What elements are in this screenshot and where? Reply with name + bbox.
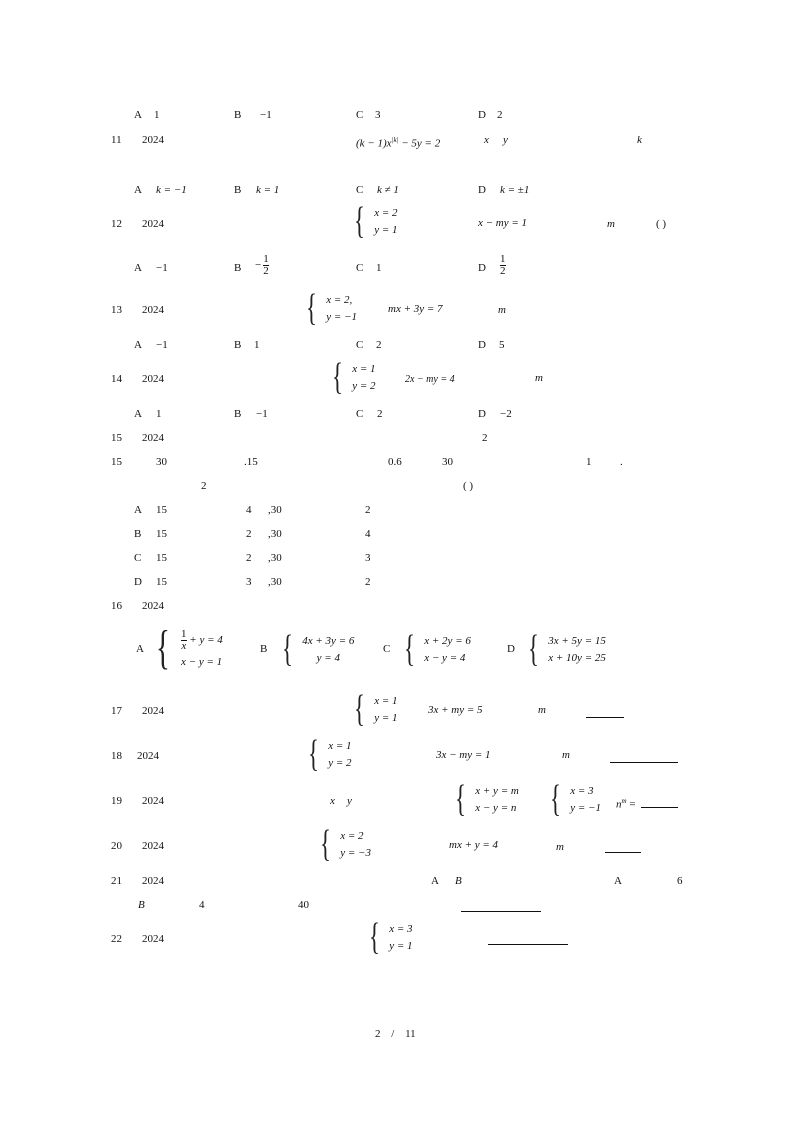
q11-opt-c: k ≠ 1 [377,184,399,196]
q11-opt-b-label: B [234,184,242,196]
q14-system [332,356,376,398]
q11-opt-b: k = 1 [256,184,280,196]
q14-opt-d-label: D [478,408,486,420]
q10-opt-c-label: C [356,109,364,121]
q12-equation: x − my = 1 [478,217,528,229]
q19-number: 19 [111,795,122,807]
q18-answer-blank[interactable] [610,761,678,763]
q15-count: 2 [482,432,488,444]
q15-number: 15 [111,432,122,444]
q16-opt-d-line2: x + 10y = 25 [548,651,606,664]
q21-line2-b: B [138,899,145,911]
q11-opt-c-label: C [356,184,364,196]
q15-opt-d-label: D [134,576,142,588]
q21-number: 21 [111,875,122,887]
q16-opt-c-line1: x + 2y = 6 [424,634,471,647]
q20-number: 20 [111,840,122,852]
q13-opt-a-label: A [134,339,142,351]
q12-opt-d-label: D [478,262,486,274]
q17-year: 2024 [142,705,164,717]
q19-system-2 [550,778,601,820]
q15-opt-b-2: 2 [246,528,252,540]
q20-sys-line1: x = 2 [340,829,364,842]
q20-sys-line2: y = −3 [340,846,371,859]
brace: { [528,628,539,670]
q15-opt-c-4: 3 [365,552,371,564]
q14-equation: 2x − my = 4 [405,374,455,385]
brace: { [404,628,415,670]
brace: { [369,916,380,958]
q22-sys-line1: x = 3 [389,922,413,935]
q16-opt-c-line2: x − y = 4 [424,651,466,664]
q18-system [308,733,352,775]
q12-number: 12 [111,218,122,230]
q10-opt-d: 2 [497,109,503,121]
q15-line3-a: 2 [201,480,207,492]
q15-opt-a-3: ,30 [268,504,282,516]
q14-opt-d: −2 [500,408,512,420]
q17-sys-line2: y = 1 [374,711,398,724]
q17-target: m [538,704,546,716]
q15-answer-paren: ( ) [463,480,474,492]
q16-number: 16 [111,600,122,612]
q15-opt-c-3: ,30 [268,552,282,564]
q14-target: m [535,372,543,384]
q21-year: 2024 [142,875,164,887]
q15-opt-a-label: A [134,504,142,516]
q14-opt-c-label: C [356,408,364,420]
q16-opt-d-label: D [507,643,515,655]
q14-number: 14 [111,373,122,385]
q12-target: m [607,218,615,230]
q19-answer-blank[interactable] [641,806,678,808]
brace: { [156,621,170,674]
q16-opt-c-label: C [383,643,391,655]
q20-year: 2024 [142,840,164,852]
q12-opt-b-label: B [234,262,242,274]
q20-system [320,823,371,865]
q11-equation: $(k - 1)x^{|k|} - 5y = 2$ [356,136,441,150]
q11-opt-a: k = −1 [156,184,187,196]
q16-opt-b-label: B [260,643,268,655]
q18-number: 18 [111,750,122,762]
q14-opt-a: 1 [156,408,162,420]
q14-sys-line2: y = 2 [352,379,376,392]
q12-system [354,200,398,242]
page-current: 2 [375,1028,381,1040]
q15-line2-c: .15 [244,456,258,468]
q14-year: 2024 [142,373,164,385]
q15-opt-d-2: 3 [246,576,252,588]
q16-opt-a-label: A [136,643,144,655]
q20-target: m [556,841,564,853]
q16-opt-b-system [282,628,355,670]
q15-line2-d: 0.6 [388,456,402,468]
q12-year: 2024 [142,218,164,230]
q19-sys1-line1: x + y = m [475,784,519,797]
q15-opt-b-1: 15 [156,528,167,540]
q12-opt-c: 1 [376,262,382,274]
q16-opt-a-line2: x − y = 1 [181,655,223,668]
q15-opt-a-2: 4 [246,504,252,516]
brace: { [320,823,331,865]
q13-opt-b: 1 [254,339,260,351]
q17-equation: 3x + my = 5 [428,704,483,716]
q16-opt-a-line1: $\frac{1}{x}$ + y = 4 [181,627,223,652]
q10-opt-b-label: B [234,109,242,121]
q15-opt-c-1: 15 [156,552,167,564]
q15-line2-b: 30 [156,456,167,468]
q14-opt-b-label: B [234,408,242,420]
q21-line2-40: 40 [298,899,309,911]
q19-var-x: x [330,795,335,807]
q15-opt-a-4: 2 [365,504,371,516]
q17-system [354,688,398,730]
q11-number: 11 [111,134,122,146]
q17-number: 17 [111,705,122,717]
q12-opt-b: − $\frac{1}{2}$ [255,253,269,277]
q19-expression: $n^m$ = [616,797,636,811]
q16-opt-b-line2: y = 4 [316,651,340,664]
q13-equation: mx + 3y = 7 [388,303,443,315]
q10-opt-a-label: A [134,109,142,121]
q15-line2-e: 30 [442,456,453,468]
q21-a2: A [614,875,622,887]
page-separator: / [391,1028,395,1040]
q16-opt-c-system [404,628,471,670]
q15-opt-b-label: B [134,528,142,540]
q19-sys1-line2: x − y = n [475,801,517,814]
q15-opt-b-4: 4 [365,528,371,540]
q15-opt-d-3: ,30 [268,576,282,588]
q21-n6: 6 [677,875,683,887]
q22-number: 22 [111,933,122,945]
q10-opt-d-label: D [478,109,486,121]
q13-target: m [498,304,506,316]
q13-year: 2024 [142,304,164,316]
q11-opt-a-label: A [134,184,142,196]
q13-opt-a: −1 [156,339,168,351]
q15-line2-f: 1 [586,456,592,468]
q22-system [369,916,413,958]
q18-year: 2024 [137,750,159,762]
q10-opt-b: −1 [260,109,272,121]
q13-number: 13 [111,304,122,316]
q18-sys-line1: x = 1 [328,739,352,752]
q14-opt-b: −1 [256,408,268,420]
q15-year: 2024 [142,432,164,444]
q13-opt-c-label: C [356,339,364,351]
q13-sys-line1: x = 2, [326,293,353,306]
brace: { [308,733,319,775]
q19-sys2-line1: x = 3 [570,784,594,797]
q12-sys-line1: x = 2 [374,206,398,219]
q15-opt-d-4: 2 [365,576,371,588]
q22-sys-line2: y = 1 [389,939,413,952]
q13-sys-line2: y = −1 [326,310,357,323]
q13-system [306,287,357,329]
q15-opt-c-label: C [134,552,142,564]
q15-opt-b-3: ,30 [268,528,282,540]
q21-b: B [455,875,462,887]
brace: { [354,688,365,730]
q15-opt-a-1: 15 [156,504,167,516]
q18-target: m [562,749,570,761]
q11-opt-d-label: D [478,184,486,196]
brace: { [306,287,317,329]
q10-opt-c: 3 [375,109,381,121]
q12-opt-d: $\frac{1}{2}$ [500,253,506,277]
q19-year: 2024 [142,795,164,807]
q12-opt-a: −1 [156,262,168,274]
q16-opt-d-system [528,628,606,670]
brace: { [282,628,293,670]
q16-opt-b-line1: 4x + 3y = 6 [302,634,355,647]
q14-opt-a-label: A [134,408,142,420]
q20-equation: mx + y = 4 [449,839,499,851]
q21-answer-blank[interactable] [461,910,541,912]
q15-opt-c-2: 2 [246,552,252,564]
brace: { [354,200,365,242]
q12-sys-line2: y = 1 [374,223,398,236]
q15-opt-d-1: 15 [156,576,167,588]
q10-opt-a: 1 [154,109,160,121]
q18-equation: 3x − my = 1 [436,749,491,761]
brace: { [455,778,466,820]
q11-var-x: x [484,134,489,146]
q19-var-y: y [347,795,352,807]
q13-opt-d-label: D [478,339,486,351]
q20-answer-blank[interactable] [605,851,641,853]
q14-opt-c: 2 [377,408,383,420]
brace: { [550,778,561,820]
q11-var-y: y [503,134,508,146]
q15-line2-g: . [620,456,623,468]
q22-year: 2024 [142,933,164,945]
q18-sys-line2: y = 2 [328,756,352,769]
q14-sys-line1: x = 1 [352,362,376,375]
q16-year: 2024 [142,600,164,612]
q16-opt-d-line1: 3x + 5y = 15 [548,634,606,647]
q12-opt-c-label: C [356,262,364,274]
page-footer [375,1028,416,1041]
q21-line2-4: 4 [199,899,205,911]
q11-target: k [637,134,642,146]
q13-opt-d: 5 [499,339,505,351]
q11-opt-d: k = ±1 [500,184,530,196]
q22-answer-blank[interactable] [488,943,568,945]
q12-answer-paren: ( ) [656,218,667,230]
q17-sys-line1: x = 1 [374,694,398,707]
q21-a: A [431,875,439,887]
q16-opt-a-system [156,621,223,674]
q15-line2-a: 15 [111,456,122,468]
q12-opt-a-label: A [134,262,142,274]
page-total: 11 [405,1028,416,1040]
q13-opt-b-label: B [234,339,242,351]
q19-sys2-line2: y = −1 [570,801,601,814]
q19-system-1 [455,778,519,820]
q17-answer-blank[interactable] [586,716,624,718]
q11-year: 2024 [142,134,164,146]
q13-opt-c: 2 [376,339,382,351]
brace: { [332,356,343,398]
